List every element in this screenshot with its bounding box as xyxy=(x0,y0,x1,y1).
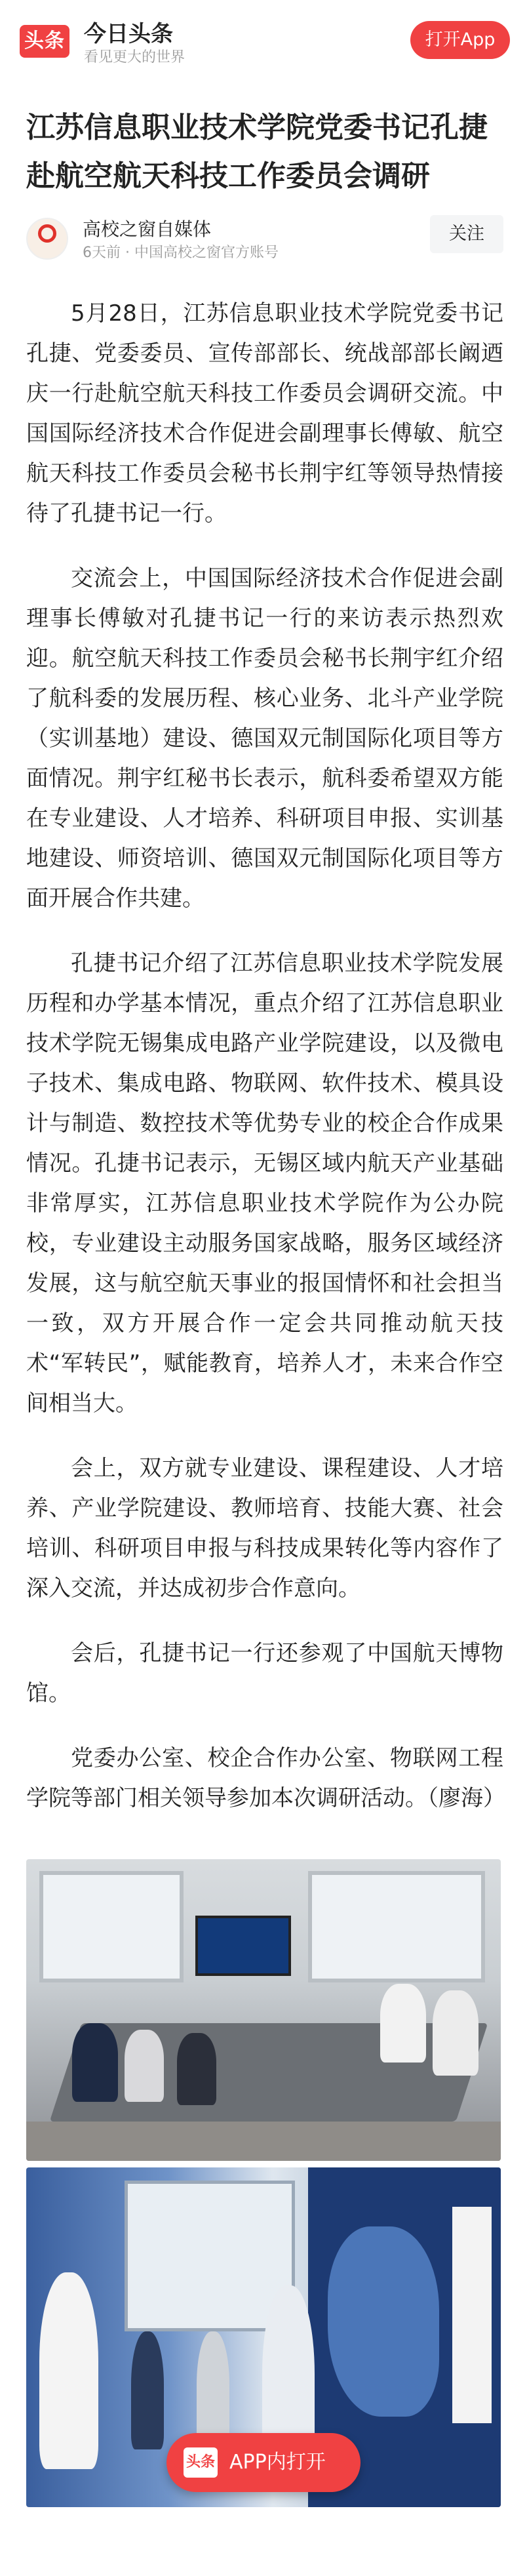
photo-person-shape xyxy=(380,1984,426,2063)
article-paragraph: 孔捷书记介绍了江苏信息职业技术学院发展历程和办学基本情况，重点介绍了江苏信息职业技术学院无锡集成电路产业学院建设，以及微电子技术、集成电路、物联网、软件技术、模具设计与制造、数控技术等优势专业的校企合作成果情况。孔捷书记表示，无锡区域内航天产业基础非常厚实，江苏信息职业技术学院作为公办院校，专业建设主动服务国家战略，服务区域经济发展，这与航空航天事业的报国情怀和社会担当一致，双方开展合作一定会共同推动航天技术“军转民”，赋能教育，培养人才，未来合作空间相当大。 xyxy=(26,950,503,1417)
author-row xyxy=(26,214,503,264)
article-paragraph: 5月28日，江苏信息职业技术学院党委书记孔捷、党委委员、宣传部部长、统战部部长阚迺庆一行赴航空航天科技工作委员会调研交流。中国国际经济技术合作促进会副理事长傅敏、航空航天科技工作委员会秘书长荆宇红等领导热情接待了孔捷书记一行。 xyxy=(26,300,503,527)
photo-person-shape xyxy=(72,2023,118,2102)
photo-person-shape xyxy=(125,2030,164,2102)
toutiao-logo-icon[interactable]: 头条 xyxy=(20,25,69,58)
author-name[interactable]: 高校之窗自媒体 xyxy=(83,218,212,240)
open-app-button[interactable]: 打开App xyxy=(410,21,510,59)
photo-person-shape xyxy=(433,1990,478,2076)
app-name: 今日头条 xyxy=(84,21,173,47)
article-paragraph: 党委办公室、校企合作办公室、物联网工程学院等部门相关领导参加本次调研活动。（廖海） xyxy=(26,1745,505,1811)
author-avatar-icon[interactable] xyxy=(26,218,68,260)
photo-floor-shape xyxy=(26,2122,501,2161)
open-in-app-label: APP内打开 xyxy=(229,2451,326,2474)
article-paragraph: 交流会上，中国国际经济技术合作促进会副理事长傅敏对孔捷书记一行的来访表示热烈欢迎。航空航天科技工作委员会秘书长荆宇红介绍了航科委的发展历程、核心业务、北斗产业学院（实训基地）建设、德国双元制国际化项目等方面情况。荆宇红秘书长表示，航科委希望双方能在专业建设、人才培养、科研项目申报、实训基地建设、师资培训、德国双元制国际化项目等方面开展合作共建。 xyxy=(26,565,503,912)
top-app-bar xyxy=(0,0,527,71)
toutiao-logo-icon: 头条 xyxy=(184,2447,218,2478)
open-in-app-button[interactable] xyxy=(166,2433,361,2492)
photo-sign-shape xyxy=(452,2207,492,2423)
photo-person-shape xyxy=(39,2272,98,2469)
photo-map-shape xyxy=(328,2226,439,2417)
photo-screen-shape xyxy=(195,1916,291,1976)
photo-window-shape xyxy=(308,1871,485,1982)
author-meta: 6天前 · 中国高校之窗官方账号 xyxy=(83,245,279,261)
article-body xyxy=(26,294,503,1843)
avatar-ring-shape xyxy=(38,224,56,243)
follow-button[interactable]: 关注 xyxy=(430,215,503,253)
article-title: 江苏信息职业技术学院党委书记孔捷赴航空航天科技工作委员会调研 xyxy=(26,111,488,193)
article-paragraph: 会上，双方就专业建设、课程建设、人才培养、产业学院建设、教师培育、技能大赛、社会培训、科研项目申报与科技成果转化等内容作了深入交流，并达成初步合作意向。 xyxy=(26,1455,503,1601)
photo-person-shape xyxy=(131,2331,164,2449)
article-paragraph: 会后，孔捷书记一行还参观了中国航天博物馆。 xyxy=(26,1640,503,1706)
photo-person-shape xyxy=(177,2033,216,2105)
app-slogan: 看见更大的世界 xyxy=(84,49,185,66)
meeting-room-photo[interactable] xyxy=(26,1859,501,2161)
photo-window-shape xyxy=(39,1871,184,1982)
photo-person-shape xyxy=(197,2331,229,2449)
